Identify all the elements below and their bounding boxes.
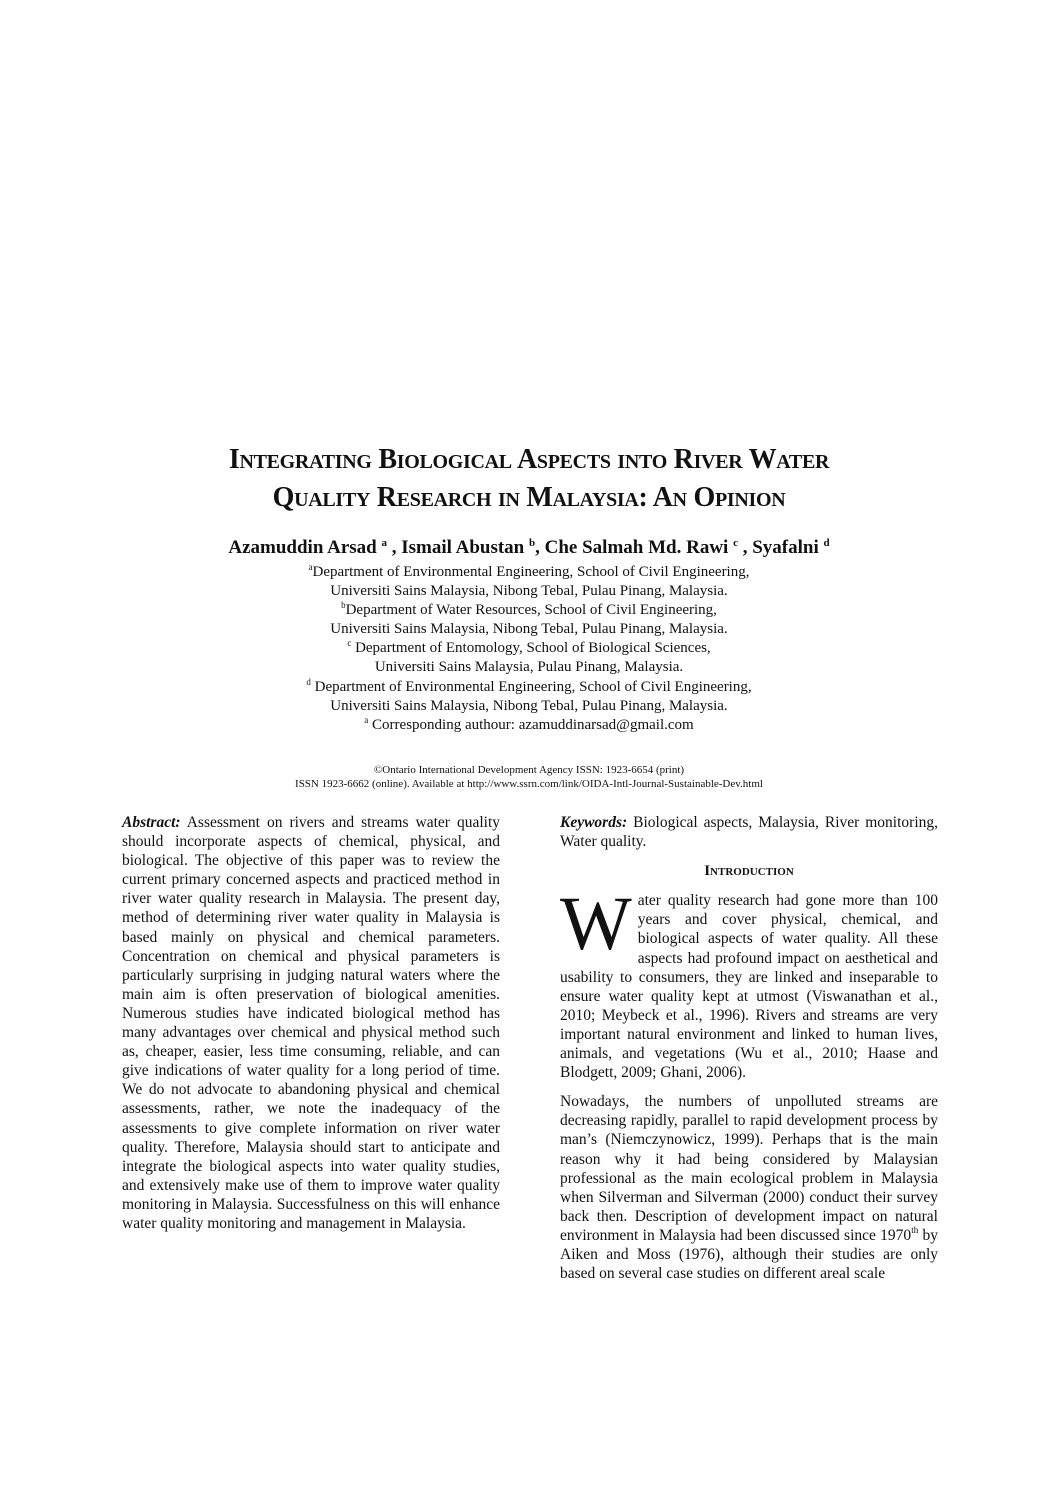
left-column: [122, 813, 500, 1233]
affiliation-line: Universiti Sains Malaysia, Nibong Tebal, Pulau Pinang, Malaysia.: [330, 583, 728, 600]
abstract-text: Assessment on rivers and streams water quality should incorporate aspects of chemical, physical, and biological. The objective of this paper was to review the current primary concerned aspects and practiced method in river water quality research in Malaysia. The present day, method of determining river water quality in Malaysia is based mainly on physical and chemical parameters. Concentration on chemical and physical parameters is particularly surprising in judging natural waters where the main aim is often preservation of biological amenities. Numerous studies have indicated biological method has many advantages over chemical and physical method such as, cheaper, easier, less time consuming, reliable, and can give indications of water quality for a long period of time. We do not advocate to abandoning physical and chemical assessments, rather, we note the inadequacy of the assessments to give complete information on river water quality. Therefore, Malaysia should start to anticipate and integrate the biological aspects into water quality studies, and extensively make use of them to improve water quality monitoring in Malaysia. Successfulness on this will enhance water quality monitoring and management in Malaysia.: [122, 814, 500, 1232]
abstract: [122, 813, 500, 1233]
author-separator: ,: [386, 537, 402, 558]
intro-paragraph-2: [560, 1092, 938, 1283]
author-name: Ismail Abustan: [401, 537, 525, 558]
author-mark: c: [733, 537, 738, 549]
affiliation-line: Universiti Sains Malaysia, Nibong Tebal, Pulau Pinang, Malaysia.: [330, 621, 728, 638]
author-name: Syafalni: [752, 537, 819, 558]
affiliation-line: Universiti Sains Malaysia, Nibong Tebal, Pulau Pinang, Malaysia.: [330, 697, 728, 714]
intro-paragraph-1: [560, 882, 938, 1082]
paper-title: [100, 441, 958, 517]
publication-line-2: ISSN 1923-6662 (online). Available at http://www.ssrn.com/link/OIDA-Intl-Journal-Sustainable-Dev.html: [295, 778, 763, 790]
author-name: Azamuddin Arsad: [228, 537, 377, 558]
keywords-text: Biological aspects, Malaysia, River monitoring, Water quality.: [560, 814, 938, 851]
title-line-1: Integrating Biological Aspects into River Water: [228, 444, 830, 475]
corresponding-email: Corresponding authour: azamuddinarsad@gmail.com: [372, 716, 694, 733]
affiliation-department: Department of Environmental Engineering, School of Civil Engineering,: [314, 678, 752, 695]
keywords: [560, 813, 938, 851]
intro-paragraph-2-text: Nowadays, the numbers of unpolluted streams are decreasing rapidly, parallel to rapid development process by man’s (Niemczynowicz, 1999). Perhaps that is the main reason why it had being considered by Malaysian professional as the main ecological problem in Malaysia when Silverman and Silverman (2000) conduct their survey back then. Description of development impact on natural environment in Malaysia had been discussed since 1970: [560, 1093, 938, 1244]
title-line-2: Quality Research in Malaysia: An Opinion: [272, 482, 786, 513]
affiliation-line: [100, 601, 958, 620]
author-list: [100, 536, 958, 560]
affiliation-department: Department of Water Resources, School of Civil Engineering,: [345, 602, 717, 619]
author-separator: ,: [737, 537, 753, 558]
affiliation-department: Department of Entomology, School of Biological Sciences,: [355, 640, 711, 657]
abstract-label: Abstract:: [122, 814, 181, 831]
author-mark: d: [823, 537, 830, 549]
author-name: Che Salmah Md. Rawi: [544, 537, 729, 558]
affiliation-mark: d: [306, 676, 311, 687]
right-column: [560, 813, 938, 1283]
affiliation-mark: a: [308, 562, 313, 572]
keywords-label: Keywords:: [560, 814, 628, 831]
author-mark: b: [529, 537, 536, 549]
affiliation-line: [100, 678, 958, 697]
affiliations: [100, 563, 958, 735]
affiliation-line: [100, 639, 958, 658]
publication-line-1: ©Ontario International Development Agency ISSN: 1923-6654 (print): [373, 764, 685, 776]
author-separator: ,: [535, 537, 545, 558]
affiliation-mark: a: [364, 714, 369, 725]
ordinal-suffix: th: [911, 1224, 919, 1235]
drop-cap: W: [560, 882, 632, 967]
author-mark: a: [381, 537, 387, 549]
corresponding-author: [100, 716, 958, 735]
publication-info: [100, 763, 958, 791]
affiliation-mark: c: [347, 638, 352, 649]
affiliation-line: [100, 563, 958, 582]
affiliation-mark: b: [341, 600, 346, 611]
section-heading-introduction: Introduction: [704, 863, 794, 880]
affiliation-line: Universiti Sains Malaysia, Pulau Pinang, Malaysia.: [374, 659, 684, 676]
intro-paragraph-2-text-cont: by Aiken and Moss (1976), although their studies are only based on several case studies on different areal scale: [560, 1226, 938, 1283]
intro-paragraph-1-text: ater quality research had gone more than 100 years and cover physical, chemical, and biological aspects of water quality. All these aspects had profound impact on aesthetical and usability to consumers, they are linked and inseparable to ensure water quality kept at utmost (Viswanathan et al., 2010; Meybeck et al., 1996). Rivers and streams are very important natural environment and linked to human lives, animals, and vegetations (Wu et al., 2010; Haase and Blodgett, 2009; Ghani, 2006).: [560, 892, 938, 1082]
affiliation-department: Department of Environmental Engineering, School of Civil Engineering,: [312, 564, 750, 580]
